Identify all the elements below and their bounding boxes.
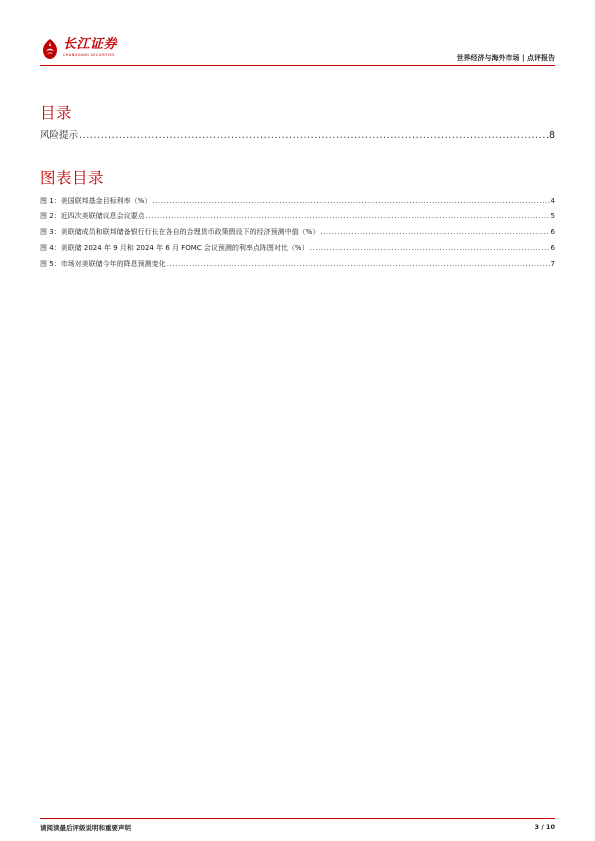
figure-entry-label: 图 1：美国联邦基金目标利率（%）: [40, 197, 152, 205]
toc-leader-dots: [167, 260, 550, 268]
figure-entry-label: 图 3：美联储成员和联邦储备银行行长在各自的合理货币政策假设下的经济预测中值（%）: [40, 228, 320, 236]
figure-entry-page: 6: [550, 244, 555, 252]
company-logo: [40, 38, 117, 64]
footer-disclaimer: 请阅读最后评级说明和重要声明: [40, 824, 131, 832]
figure-entry[interactable]: [40, 211, 555, 221]
figure-entry-label: 图 5：市场对美联储今年的降息预测变化: [40, 260, 166, 268]
figure-entry-label: 图 4：美联储 2024 年 9 月和 2024 年 6 月 FOMC 会议预测的利率点阵图对比（%）: [40, 244, 309, 252]
figure-entry[interactable]: [40, 227, 555, 237]
toc-entry-label: 风险提示: [40, 130, 79, 141]
toc-entry-page: 8: [548, 130, 555, 141]
figure-entry[interactable]: [40, 243, 555, 253]
page-header: [40, 38, 555, 68]
toc-entry[interactable]: [40, 127, 555, 141]
figure-entry-label: 图 2：近四次美联储议息会议要点: [40, 212, 145, 220]
figure-entry[interactable]: [40, 196, 555, 206]
toc-leader-dots: [320, 228, 549, 236]
report-category: 世界经济与海外市场 | 点评报告: [456, 54, 555, 62]
figure-entry-page: 5: [550, 212, 555, 220]
page-number: 3 / 10: [534, 823, 555, 831]
toc-leader-dots: [146, 212, 550, 220]
figure-entry-page: 4: [550, 197, 555, 205]
logo-emblem-icon: [40, 38, 60, 60]
figure-entry-page: 6: [550, 228, 555, 236]
toc-leader-dots: [152, 197, 549, 205]
toc-title: 目录: [40, 104, 73, 122]
logo-chinese-name: 长江证券: [63, 37, 118, 52]
logo-english-name: CHANGJIANG SECURITIES: [63, 53, 115, 57]
footer-divider: [40, 818, 555, 819]
figures-title: 图表目录: [40, 169, 105, 187]
figure-entry[interactable]: [40, 259, 555, 269]
toc-leader-dots: [79, 130, 548, 141]
header-divider: [40, 65, 555, 66]
toc-leader-dots: [310, 244, 550, 252]
figure-entry-page: 7: [550, 260, 555, 268]
